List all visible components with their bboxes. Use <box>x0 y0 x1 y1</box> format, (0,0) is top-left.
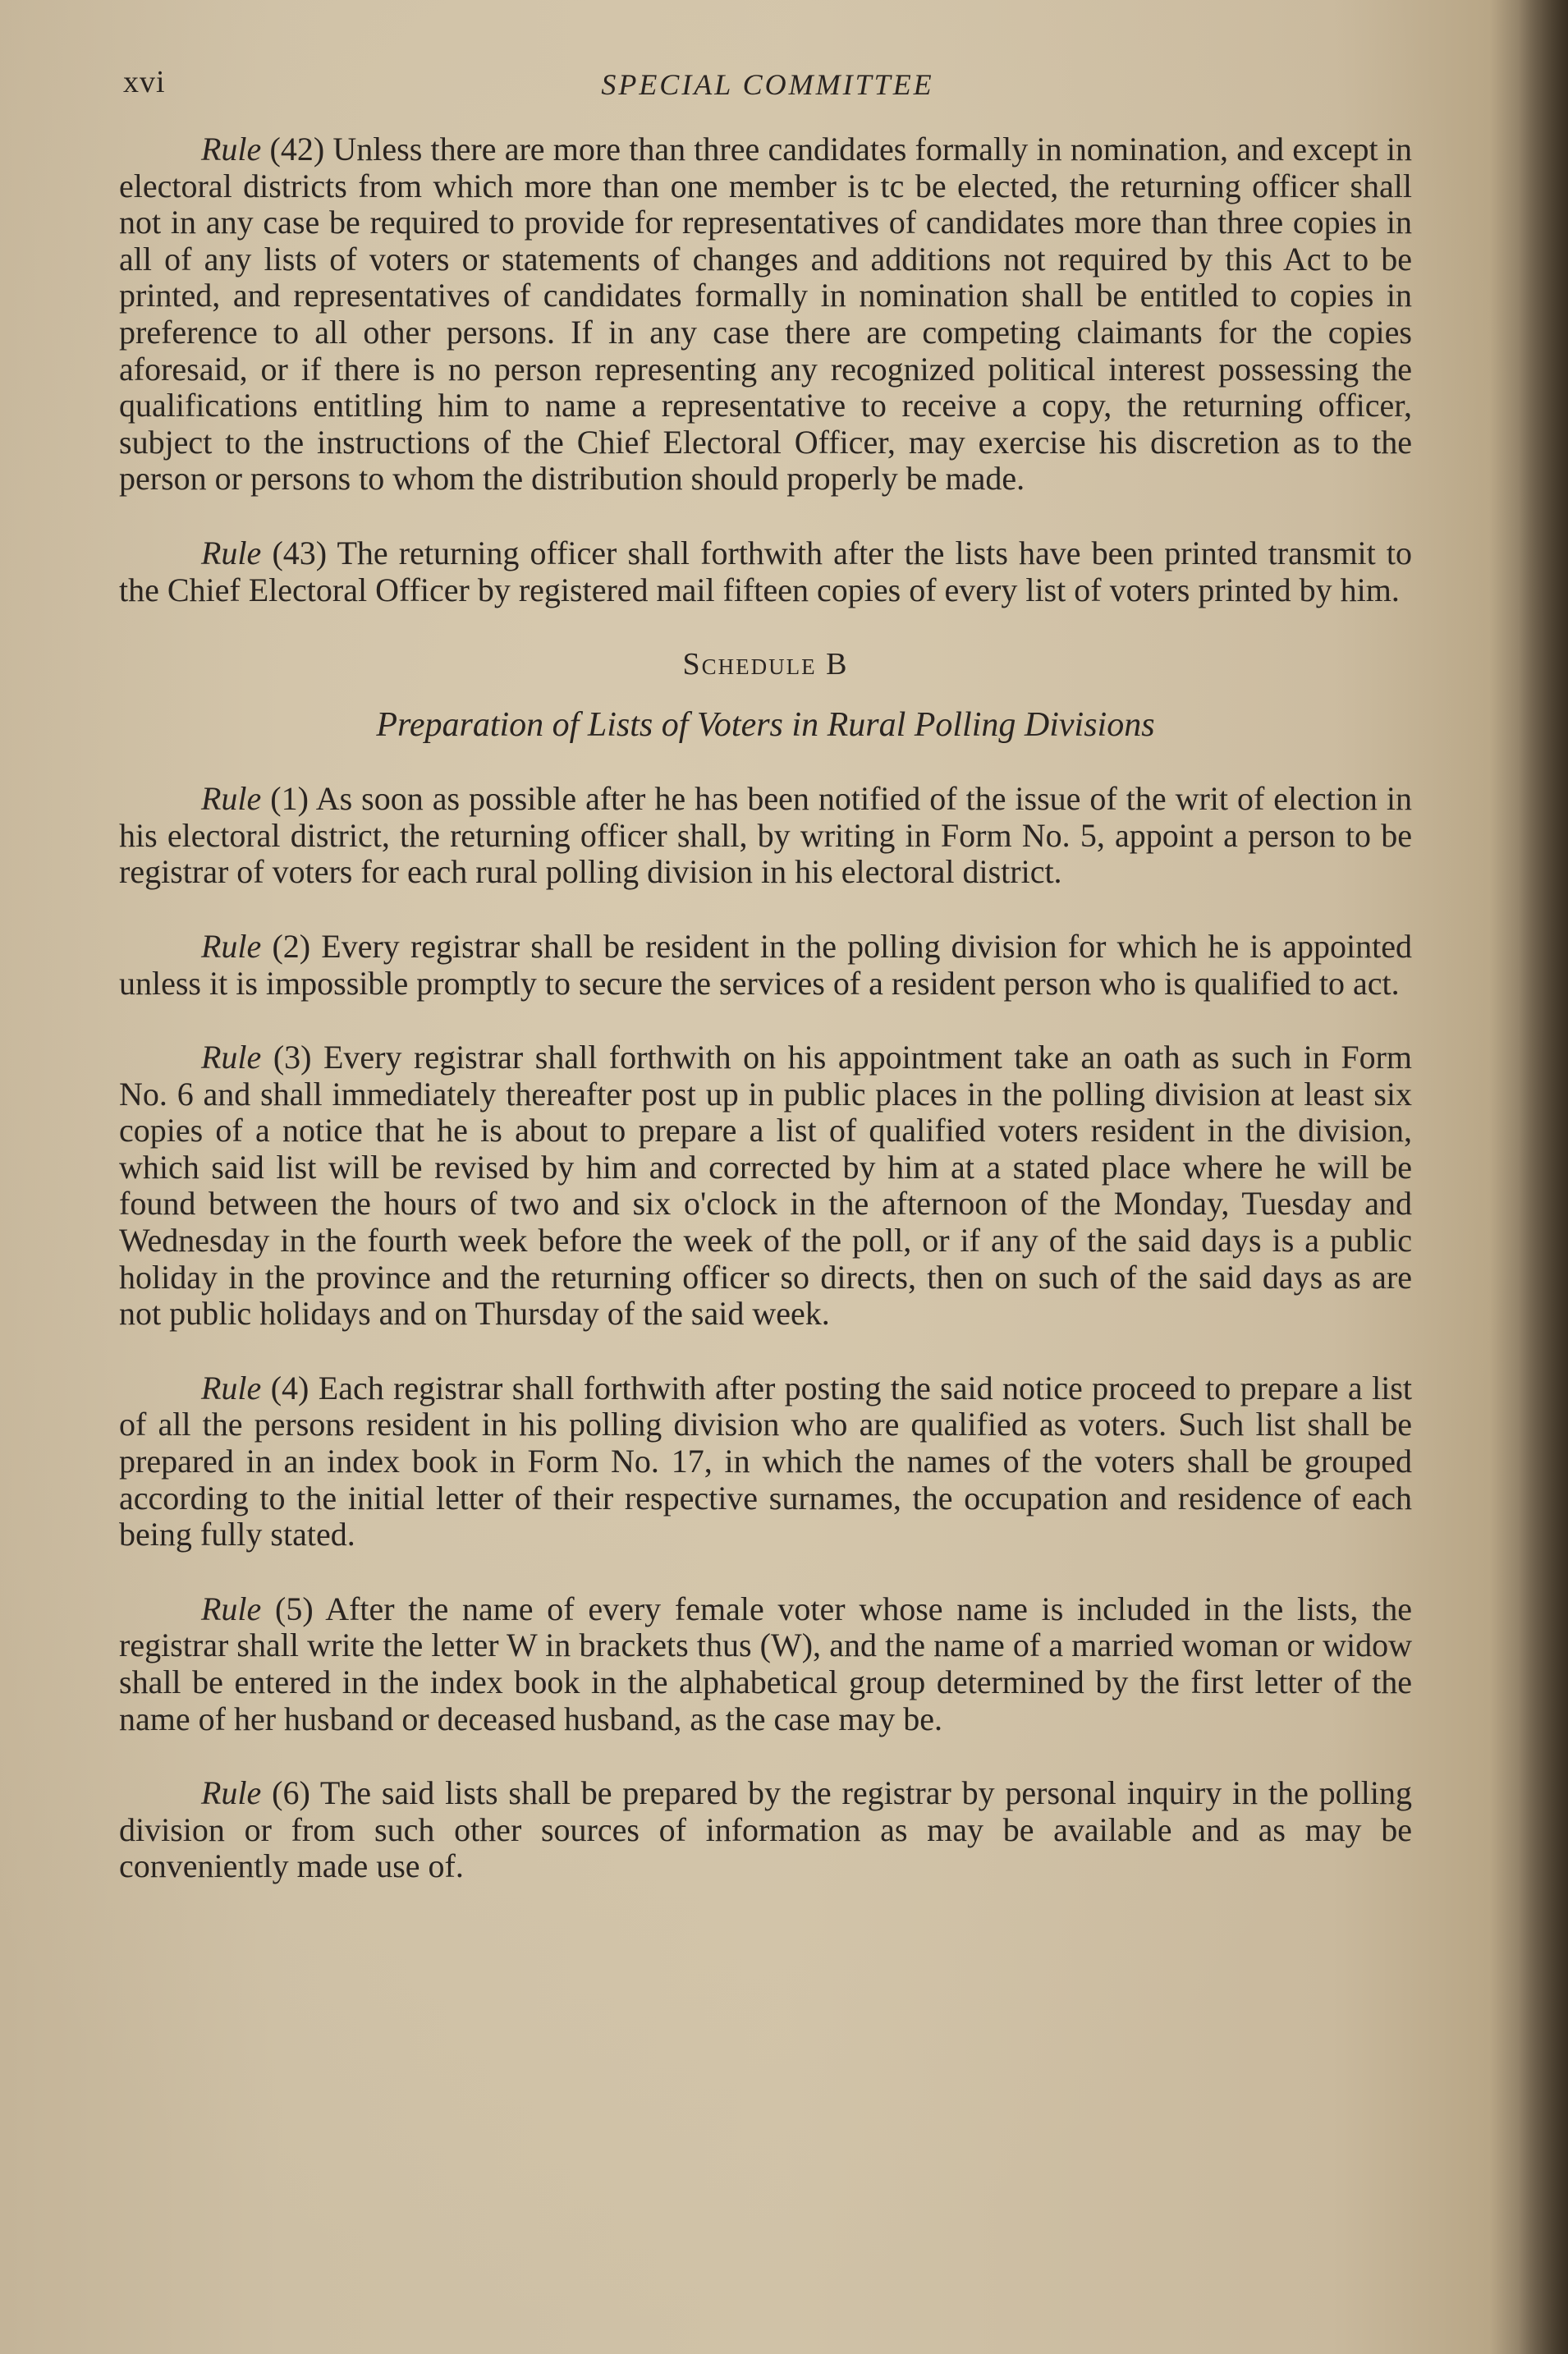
rule-text: Every registrar shall be resident in the polling division for which he is appointed unless it is impossible promptly to secure the services of a resident person who is qualified to act. <box>119 927 1412 1002</box>
rule-number: (42) <box>269 131 325 167</box>
schedule-title: Schedule B <box>682 647 849 682</box>
rule-paragraph <box>119 1775 1412 1885</box>
rule-number: (5) <box>275 1590 314 1627</box>
rule-text: Every registrar shall forthwith on his appointment take an oath as such in Form No. 6 and shall immediately thereafter post up in public places in the polling division at least six copies of a notice that he is about to prepare a list of qualified voters resident in the division, which said list will be revised by him and corrected by him at a stated place where he will be found between the hours of two and six o'clock in the afternoon of the Monday, Tuesday and Wednesday in the fourth week before the week of the poll, or if any of the said days is a public holiday in the province and the returning officer so directs, then on such of the said days as are not public holidays and on Thursday of the said week. <box>119 1039 1413 1333</box>
page-binding-edge <box>1519 0 1568 2354</box>
rule-text: After the name of every female voter whose name is included in the lists, the registrar shall write the letter W in brackets thus (W), and the name of a married woman or widow shall be entered in the index book in the alphabetical group determined by the first letter of the name of her husband or deceased husband, as the case may be. <box>119 1590 1413 1737</box>
rule-label: Rule <box>201 534 262 571</box>
rule-paragraph <box>119 535 1412 608</box>
rule-text: Each registrar shall forthwith after posting the said notice proceed to prepare a list of all the persons resident in his polling division who are qualified as voters. Such list shall be prepared in an index book in Form No. 17, in which the names of the voters shall be grouped according to the initial letter of their respective surnames, the occupation and residence of each being fully stated. <box>119 1369 1412 1553</box>
rule-label: Rule <box>201 1369 262 1406</box>
rule-text: As soon as possible after he has been notified of the issue of the writ of election in his electoral district, the returning officer shall, by writing in Form No. 5, appoint a person to be registrar of voters for each rural polling division in his electoral district. <box>119 780 1412 891</box>
rule-paragraph <box>119 781 1412 891</box>
rule-number: (3) <box>273 1039 312 1076</box>
rule-label: Rule <box>201 927 262 965</box>
page-header <box>123 64 1412 113</box>
page-body <box>119 131 1412 1923</box>
rule-paragraph <box>119 1370 1412 1553</box>
page-number: xvi <box>123 65 166 99</box>
rule-text: Unless there are more than three candidates formally in nomination, and except in electoral districts from which more than one member is tc be elected, the returning officer shall not in any case be required to provide for representatives of candidates more than three copies in all of any lists of voters or statements of changes and additions not required by this Act to be printed, and representatives of candidates formally in nomination shall be entitled to copies in preference to all other persons. If in any case there are competing claimants for the copies aforesaid, or if there is no person representing any recognized political interest possessing the qualifications entitling him to name a representative to receive a copy, the returning officer, subject to the instructions of the Chief Electoral Officer, may exercise his discretion as to the person or persons to whom the distribution should properly be made. <box>119 131 1412 498</box>
rule-number: (43) <box>272 534 328 571</box>
rule-label: Rule <box>201 780 262 818</box>
running-head: SPECIAL COMMITTEE <box>601 68 934 101</box>
rule-text: The returning officer shall forthwith after the lists have been printed transmit to the Chief Electoral Officer by registered mail fifteen copies of every list of voters printed by him. <box>119 534 1413 608</box>
rule-label: Rule <box>201 1774 262 1812</box>
rule-paragraph <box>119 1039 1412 1333</box>
rule-number: (2) <box>272 927 311 965</box>
schedule-subtitle: Preparation of Lists of Voters in Rural Polling Divisions <box>376 706 1155 745</box>
rule-text: The said lists shall be prepared by the registrar by personal inquiry in the polling division or from such other sources of information as may be available and as may be conveniently made use of. <box>119 1774 1412 1885</box>
rule-number: (1) <box>270 780 309 818</box>
rule-paragraph <box>119 1591 1412 1737</box>
rule-number: (6) <box>272 1774 310 1812</box>
rule-paragraph <box>119 929 1412 1002</box>
rule-paragraph <box>119 131 1412 498</box>
rule-label: Rule <box>201 1590 262 1627</box>
rule-label: Rule <box>201 1039 262 1076</box>
rule-number: (4) <box>270 1369 309 1406</box>
rule-label: Rule <box>201 131 262 167</box>
